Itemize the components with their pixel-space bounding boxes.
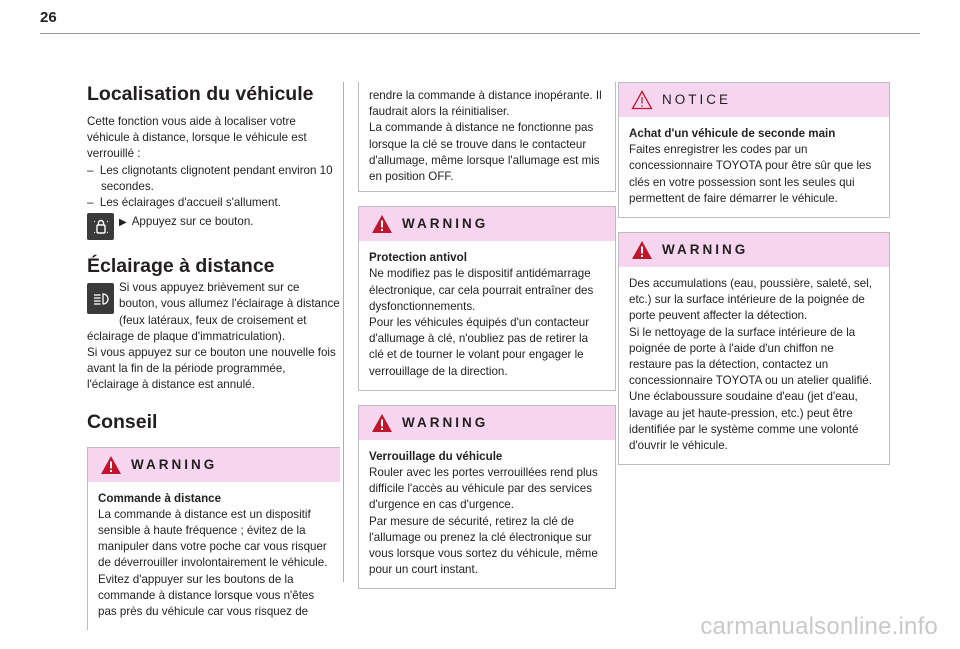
arrow-right-icon: ▶ xyxy=(119,217,127,229)
warning-label: WARNING xyxy=(402,414,489,430)
warning-box-body xyxy=(359,241,615,390)
warning-text-1: Ne modifiez pas le dispositif antidémarrage électronique, car cela pourrait entraîner des dysfonctionnements. xyxy=(369,267,594,313)
warning-text-3: Une éclaboussure soudaine d'eau (jet d'eau, lavage au jet haute-pression, etc.) peut être identifiée par le système comme une volonté d'ouvrir le véhicule. xyxy=(629,390,859,453)
continued-text-2: La commande à distance ne fonctionne pas lorsque la clé se trouve dans le contacteur d'allumage, même lorsque l'allumage est mis en position OFF. xyxy=(369,121,600,184)
notice-box-body xyxy=(619,117,889,217)
eclairage-text-2: Si vous appuyez sur ce bouton une nouvelle fois avant la fin de la période programmée, l'éclairage à distance est annulé. xyxy=(87,346,336,392)
notice-text: Faites enregistrer les codes par un concessionnaire TOYOTA pour être sûr que les clés en votre possession sont les seules qui permettent de faire démarrer le véhicule. xyxy=(629,143,872,205)
warning-triangle-icon xyxy=(100,455,122,475)
localisation-item-2: – Les éclairages d'accueil s'allument. xyxy=(87,196,281,210)
warning-box-header xyxy=(88,448,340,482)
column-divider xyxy=(343,82,344,582)
warning-title: Protection antivol xyxy=(369,251,467,265)
warning-text-2: Par mesure de sécurité, retirez la clé de l'allumage ou prenez la clé électronique sur vous lorsque vous sortez du véhicule, même pour un court instant. xyxy=(369,514,598,577)
warning-box-continued xyxy=(358,82,616,192)
warning-triangle-icon xyxy=(371,413,393,433)
column-3 xyxy=(618,82,890,465)
localisation-action-text: Appuyez sur ce bouton. xyxy=(131,215,254,229)
header-rule xyxy=(40,33,920,34)
warning-triangle-icon xyxy=(631,240,653,260)
warning-box-antivol xyxy=(358,206,616,391)
headlight-button-icon xyxy=(87,283,114,314)
warning-box-body xyxy=(359,440,615,589)
continued-text-1: rendre la commande à distance inopérante. Il faudrait alors la réinitialiser. xyxy=(369,89,602,119)
eclairage-block xyxy=(87,280,340,393)
warning-title: Commande à distance xyxy=(98,491,222,505)
column-1 xyxy=(87,82,340,630)
warning-label: WARNING xyxy=(131,456,218,472)
notice-title: Achat d'un véhicule de seconde main xyxy=(629,127,836,140)
section-title-eclairage: Éclairage à distance xyxy=(87,255,275,278)
continued-body xyxy=(359,82,615,191)
localisation-intro: Cette fonction vous aide à localiser votre véhicule à distance, lorsque le véhicule est verrouillé : xyxy=(87,115,307,161)
warning-label: WARNING xyxy=(662,241,749,257)
warning-box-commande xyxy=(87,447,340,631)
warning-box-verrouillage xyxy=(358,405,616,590)
warning-box-header xyxy=(619,233,889,267)
section-title-localisation: Localisation du véhicule xyxy=(87,83,314,105)
warning-title: Verrouillage du véhicule xyxy=(369,449,503,463)
warning-box-poignee xyxy=(618,232,890,465)
warning-text-2: Si le nettoyage de la surface intérieure de la poignée de porte à l'aide d'un chiffon ne restaure pas la détection, contactez un concessionnaire TOYOTA ou un atelier qualifié. xyxy=(629,325,872,388)
warning-text-1: Rouler avec les portes verrouillées rend plus difficile l'accès au véhicule par des services d'urgence en cas d'urgence. xyxy=(369,466,598,512)
warning-box-body xyxy=(619,267,889,464)
notice-box xyxy=(618,82,890,218)
lock-button-icon xyxy=(87,213,114,240)
section-title-conseil: Conseil xyxy=(87,410,158,433)
localisation-action-row xyxy=(87,212,340,240)
watermark: carmanualsonline.info xyxy=(700,613,938,640)
warning-triangle-icon xyxy=(371,214,393,234)
warning-text-1: Des accumulations (eau, poussière, saleté, sel, etc.) sur la surface intérieure de la poignée de porte peuvent affecter la détection. xyxy=(629,277,872,323)
eclairage-text-1: Si vous appuyez brièvement sur ce bouton, vous allumez l'éclairage à distance (feux latéraux, feux de croisement et éclairage de plaque d'immatriculation). xyxy=(87,281,340,343)
warning-text-2: Pour les véhicules équipés d'un contacteur d'allumage à clé, n'oubliez pas de retirer la clé et de tourner le volant pour engager le verrouillage de la direction. xyxy=(369,316,590,378)
notice-box-header xyxy=(619,83,889,117)
warning-box-header xyxy=(359,207,615,241)
notice-triangle-icon xyxy=(631,90,653,110)
column-2 xyxy=(358,82,616,589)
notice-label: NOTICE xyxy=(662,91,732,107)
warning-label: WARNING xyxy=(402,216,489,232)
warning-text: La commande à distance est un dispositif sensible à haute fréquence ; évitez de la manipuler dans votre poche car vous risquer de déverrouiller involontairement le véhicule. Evitez d'appuyer sur les boutons de la commande à distance lorsque vous n'êtes pas près du véhicule car vous risquez de xyxy=(98,507,328,619)
page-number: 26 xyxy=(40,9,57,26)
warning-box-header xyxy=(359,406,615,440)
localisation-item-1: – Les clignotants clignotent pendant environ 10 secondes. xyxy=(87,163,333,193)
warning-box-body xyxy=(88,482,340,631)
